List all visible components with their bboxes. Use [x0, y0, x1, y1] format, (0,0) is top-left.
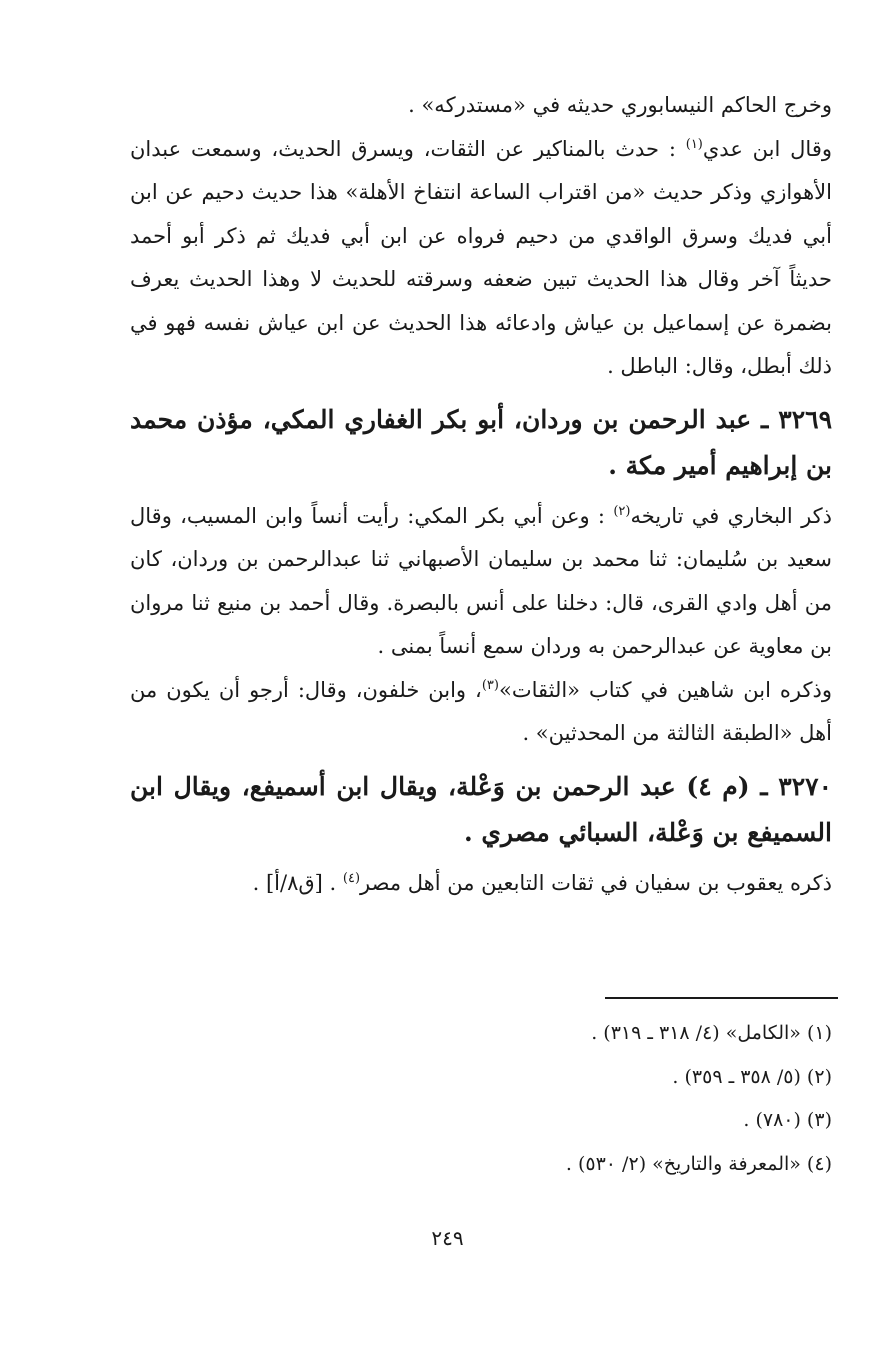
paragraph-rest: : حدث بالمناكير عن الثقات، ويسرق الحديث، وسمعت عبدان الأهوازي وذكر حديث «من اقتراب الساعة انتفاخ الأهلة» هذا حديث دحيم عن ابن أبي فديك وسرق الواقدي من دحيم فرواه عن ابن أبي فديك ثم ذكر أبو أحمد حديثاً آخر وقال هذا الحديث تبين ضعفه وسرقته للحديث لا وهذا الحديث يعرف بضمرة عن إسماعيل بن عياش وادعائه هذا الحديث عن ابن عياش نفسه فهو في ذلك أبطل، وقال: الباطل . [130, 136, 832, 378]
paragraph-rest: : وعن أبي بكر المكي: رأيت أنساً وابن المسيب، وقال سعيد بن سُليمان: ثنا محمد بن سليمان الأصبهاني ثنا عبدالرحمن بن وردان، كان من أهل وادي القرى، قال: دخلنا على أنس بالبصرة. وقال أحمد بن منيع ثنا مروان بن معاوية عن عبدالرحمن به وردان سمع أنساً بمنى . [130, 503, 832, 658]
footnote-ref-3: (٣) [481, 677, 499, 693]
entry-heading-3269: ٣٢٦٩ ـ عبد الرحمن بن وردان، أبو بكر الغفاري المكي، مؤذن محمد بن إبراهيم أمير مكة . [130, 404, 832, 480]
footnote-3: (٣) (٧٨٠) . [743, 1109, 832, 1131]
footnote-divider [605, 997, 838, 999]
paragraph-rest: . [ق٨/أ] . [252, 870, 343, 895]
paragraph-ibn-adi [130, 128, 832, 389]
entry-heading-3270: ٣٢٧٠ ـ (م ٤) عبد الرحمن بن وَعْلة، ويقال ابن أسميفع، ويقال ابن السميفع بن وَعْلة، السبائي مصري . [130, 771, 832, 847]
paragraph-mustadrak: وخرج الحاكم النيسابوري حديثه في «مستدركه» . [408, 93, 832, 117]
paragraph-rest: ، وابن خلفون، وقال: أرجو أن يكون من أهل «الطبقة الثالثة من المحدثين» . [130, 677, 832, 745]
footnote-4: (٤) «المعرفة والتاريخ» (٢/ ٥٣٠) . [565, 1152, 832, 1175]
paragraph-lead: ذكر البخاري في تاريخه [630, 503, 832, 528]
page-number: ٢٤٩ [431, 1226, 464, 1250]
footnote-ref-4: (٤) [342, 870, 361, 886]
paragraph-yaqub [130, 862, 832, 906]
paragraph-lead: وقال ابن عدي [702, 136, 833, 161]
paragraph-lead: وذكره ابن شاهين في كتاب «الثقات» [498, 677, 832, 702]
footnotes [300, 1012, 832, 1186]
paragraph-bukhari [130, 495, 832, 669]
paragraph-ibn-shahin [130, 669, 832, 756]
footnote-2: (٢) (٥/ ٣٥٨ ـ ٣٥٩) . [672, 1065, 832, 1088]
footnote-1: (١) «الكامل» (٤/ ٣١٨ ـ ٣١٩) . [591, 1022, 832, 1044]
main-text [130, 84, 832, 905]
paragraph-lead: ذكره يعقوب بن سفيان في ثقات التابعين من أهل مصر [360, 870, 832, 895]
footnote-ref-2: (٢) [613, 503, 631, 519]
footnote-ref-1: (١) [685, 136, 703, 152]
